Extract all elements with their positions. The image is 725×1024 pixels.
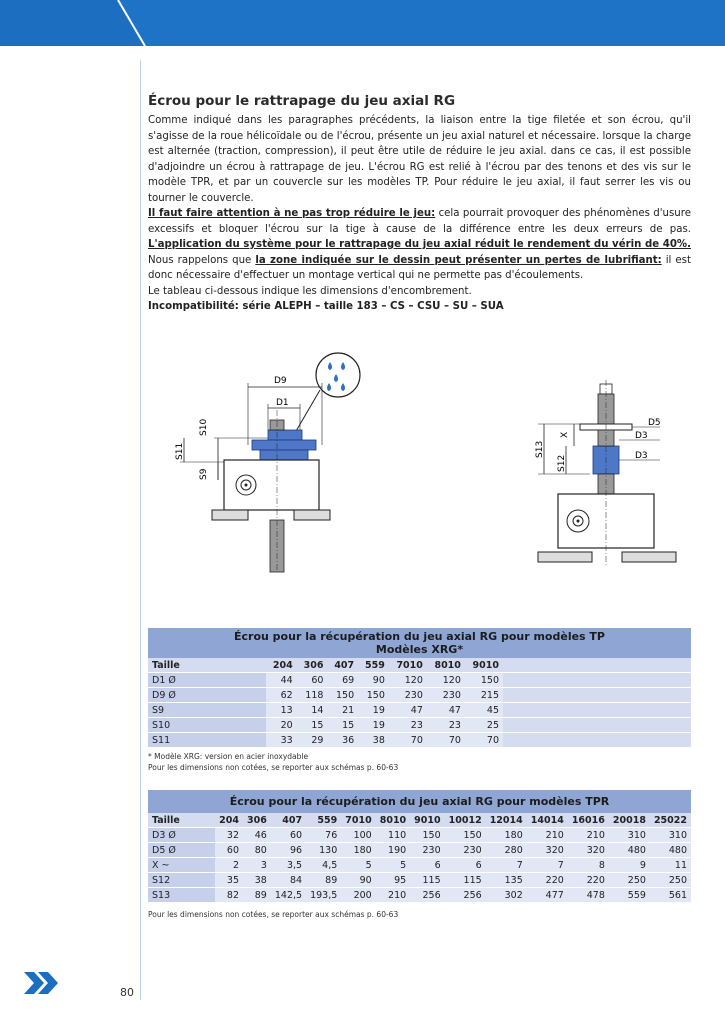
table-tpr-models [148,790,691,920]
table-cell: 3 [243,858,271,873]
table-row-label: D5 Ø [148,843,215,858]
table-cell: 90 [341,873,375,888]
table-row [148,888,691,903]
table-cell: 115 [445,873,486,888]
table-row-label: S10 [148,718,266,733]
table-cell: 89 [243,888,271,903]
table-column-header: 8010 [376,813,410,828]
header-banner [0,0,725,46]
table-cell: 5 [376,858,410,873]
table-cell: 4,5 [306,858,341,873]
table-cell: 90 [358,673,389,688]
table-cell: 36 [327,733,358,748]
table-column-header: 559 [306,813,341,828]
table-cell: 135 [486,873,527,888]
table-cell: 220 [568,873,609,888]
table-cell: 25 [465,718,503,733]
table-column-header: 407 [271,813,306,828]
table-column-header: 20018 [609,813,650,828]
table-tpr-title: Écrou pour la récupération du jeu axial RG pour modèles TPR [148,790,691,813]
dim-label-x: X [560,431,570,438]
table-cell: 180 [486,828,527,843]
table-column-header: 9010 [410,813,444,828]
table-empty-cell [503,658,691,673]
table-cell: 150 [445,828,486,843]
table-cell: 89 [306,873,341,888]
table-cell: 302 [486,888,527,903]
dim-label-s13: S13 [535,440,545,458]
table-row [148,688,691,703]
table-cell: 23 [389,718,427,733]
table-cell: 150 [327,688,358,703]
table-column-header: 306 [243,813,271,828]
table-cell: 210 [376,888,410,903]
table-cell: 6 [445,858,486,873]
drawing-tp-model [170,350,370,575]
drawing-tpr-model [530,380,690,570]
table-cell: 150 [465,673,503,688]
table-cell: 256 [410,888,444,903]
dim-label-s9: S9 [199,468,209,480]
table-cell: 13 [266,703,297,718]
table-row-label: S11 [148,733,266,748]
table-cell: 15 [297,718,328,733]
table-cell: 20 [266,718,297,733]
table-column-header: 8010 [427,658,465,673]
table-cell: 84 [271,873,306,888]
table-cell: 180 [341,843,375,858]
table-cell: 478 [568,888,609,903]
table-tp-note-1: * Modèle XRG: version en acier inoxydable [148,752,309,761]
table-column-header: 306 [297,658,328,673]
table-cell: 559 [609,888,650,903]
table-cell: 150 [410,828,444,843]
table-cell: 33 [266,733,297,748]
table-row [148,733,691,748]
table-cell: 8 [568,858,609,873]
table-cell: 7 [486,858,527,873]
table-column-header: 559 [358,658,389,673]
table-cell: 250 [650,873,691,888]
table-column-header: 16016 [568,813,609,828]
table-column-header: 407 [327,658,358,673]
section-title: Écrou pour le rattrapage du jeu axial RG [148,93,456,109]
table-cell: 96 [271,843,306,858]
table-cell: 320 [568,843,609,858]
dim-label-s12: S12 [557,454,567,472]
table-cell: 150 [358,688,389,703]
table-cell: 200 [341,888,375,903]
table-cell: 5 [341,858,375,873]
table-cell: 45 [465,703,503,718]
table-row [148,843,691,858]
table-cell: 60 [215,843,243,858]
table-cell: 256 [445,888,486,903]
table-empty-cell [503,718,691,733]
table-cell: 250 [609,873,650,888]
table-empty-cell [503,703,691,718]
dim-label-s11: S11 [175,442,185,460]
dim-label-d1: D1 [276,398,289,408]
table-cell: 142,5 [271,888,306,903]
table-row-label: D1 Ø [148,673,266,688]
table-cell: 2 [215,858,243,873]
table-cell: 100 [341,828,375,843]
table-cell: 69 [327,673,358,688]
table-cell: 15 [327,718,358,733]
table-header-label: Taille [148,813,215,828]
margin-rule [140,60,141,1000]
table-column-header: 25022 [650,813,691,828]
table-cell: 220 [527,873,568,888]
table-row [148,873,691,888]
table-cell: 480 [609,843,650,858]
dim-label-s10: S10 [199,418,209,436]
table-column-header: 204 [215,813,243,828]
table-cell: 110 [376,828,410,843]
table-tpr-grid [148,813,691,903]
table-cell: 46 [243,828,271,843]
lubricant-drops-icon [316,353,360,397]
table-cell: 230 [389,688,427,703]
table-cell: 210 [527,828,568,843]
table-cell: 70 [389,733,427,748]
table-cell: 3,5 [271,858,306,873]
table-cell: 215 [465,688,503,703]
table-cell: 82 [215,888,243,903]
table-cell: 70 [465,733,503,748]
table-row-label: S9 [148,703,266,718]
table-cell: 280 [486,843,527,858]
table-row-label: S12 [148,873,215,888]
table-cell: 230 [410,843,444,858]
table-cell: 118 [297,688,328,703]
table-cell: 70 [427,733,465,748]
table-column-header: 204 [266,658,297,673]
table-cell: 120 [389,673,427,688]
table-column-header: 10012 [445,813,486,828]
page-number: 80 [120,986,134,999]
table-header-label: Taille [148,658,266,673]
table-cell: 210 [568,828,609,843]
table-tpr-note: Pour les dimensions non cotées, se reporter aux schémas p. 60-63 [148,910,399,919]
table-cell: 11 [650,858,691,873]
table-tp-grid [148,658,691,748]
table-cell: 23 [427,718,465,733]
table-cell: 47 [389,703,427,718]
table-row-label: D3 Ø [148,828,215,843]
table-cell: 80 [243,843,271,858]
table-row-label: S13 [148,888,215,903]
table-cell: 60 [297,673,328,688]
table-cell: 14 [297,703,328,718]
table-cell: 19 [358,703,389,718]
table-cell: 60 [271,828,306,843]
table-row [148,673,691,688]
table-cell: 62 [266,688,297,703]
table-cell: 6 [410,858,444,873]
table-cell: 310 [650,828,691,843]
table-row-label: D9 Ø [148,688,266,703]
table-row [148,718,691,733]
dim-label-d5: D5 [648,418,661,428]
table-cell: 38 [358,733,389,748]
table-cell: 32 [215,828,243,843]
table-cell: 230 [427,688,465,703]
dim-label-d3-top: D3 [635,431,648,441]
table-cell: 190 [376,843,410,858]
table-cell: 21 [327,703,358,718]
paragraph-intro: Comme indiqué dans les paragraphes précédents, la liaison entre la tige filetée et son écrou, qu'il s'agisse de la roue hélicoïdale ou de l'écrou, présente un jeu axial naturel et nécessaire. lorsque la charge est alternée (traction, compression), il peut être utile de réduire le jeu axial. dans ce cas, il est possible d'adjoindre un écrou à rattrapage de jeu. L'écrou RG est relié à l'écrou par des tenons et des vis sur le modèle TPR, et par un couvercle sur les modèles TP. Pour réduire le jeu axial, il faut serrer les vis ou tourner le couvercle. [148,115,691,204]
table-cell: 76 [306,828,341,843]
table-column-header: 7010 [389,658,427,673]
table-cell: 95 [376,873,410,888]
table-cell: 480 [650,843,691,858]
table-row [148,703,691,718]
chevron-right-icon [22,968,62,998]
table-column-header: 12014 [486,813,527,828]
table-column-header: 9010 [465,658,503,673]
table-cell: 35 [215,873,243,888]
table-cell: 193,5 [306,888,341,903]
table-cell: 320 [527,843,568,858]
section-content [148,93,691,315]
table-column-header: 7010 [341,813,375,828]
table-cell: 19 [358,718,389,733]
table-cell: 310 [609,828,650,843]
paragraph-warning: Il faut faire attention à ne pas trop réduire le jeu: cela pourrait provoquer des phénomènes d'usure excessifs et bloquer l'écrou sur la tige à cause de la différence entre les deux erreurs de pas. L'application du système pour le rattrapage du jeu axial réduit le rendement du vérin de 40%. Nous rappelons que la zone indiquée sur le dessin peut présenter un pertes de lubrifiant: il est donc nécessaire d'effectuer un montage vertical qui ne permette pas d'écoulements. [148,208,691,281]
dim-label-d3-bottom: D3 [635,451,648,461]
table-row [148,858,691,873]
table-cell: 120 [427,673,465,688]
table-cell: 7 [527,858,568,873]
table-tp-title: Écrou pour la récupération du jeu axial RG pour modèles TP Modèles XRG* [148,628,691,658]
table-cell: 230 [445,843,486,858]
table-cell: 9 [609,858,650,873]
table-cell: 561 [650,888,691,903]
table-cell: 130 [306,843,341,858]
paragraph-table-ref: Le tableau ci-dessous indique les dimensions d'encombrement. [148,285,472,297]
table-row [148,828,691,843]
table-column-header: 14014 [527,813,568,828]
table-cell: 47 [427,703,465,718]
table-empty-cell [503,673,691,688]
table-row-label: X ~ [148,858,215,873]
paragraph-incompatibility: Incompatibilité: série ALEPH – taille 183 – CS – CSU – SU – SUA [148,301,504,312]
table-tp-models [148,628,691,773]
table-cell: 29 [297,733,328,748]
table-tp-note-2: Pour les dimensions non cotées, se reporter aux schémas p. 60-63 [148,763,399,772]
table-cell: 477 [527,888,568,903]
table-empty-cell [503,688,691,703]
table-empty-cell [503,733,691,748]
table-cell: 115 [410,873,444,888]
dim-label-d9: D9 [274,376,287,386]
table-cell: 44 [266,673,297,688]
table-cell: 38 [243,873,271,888]
